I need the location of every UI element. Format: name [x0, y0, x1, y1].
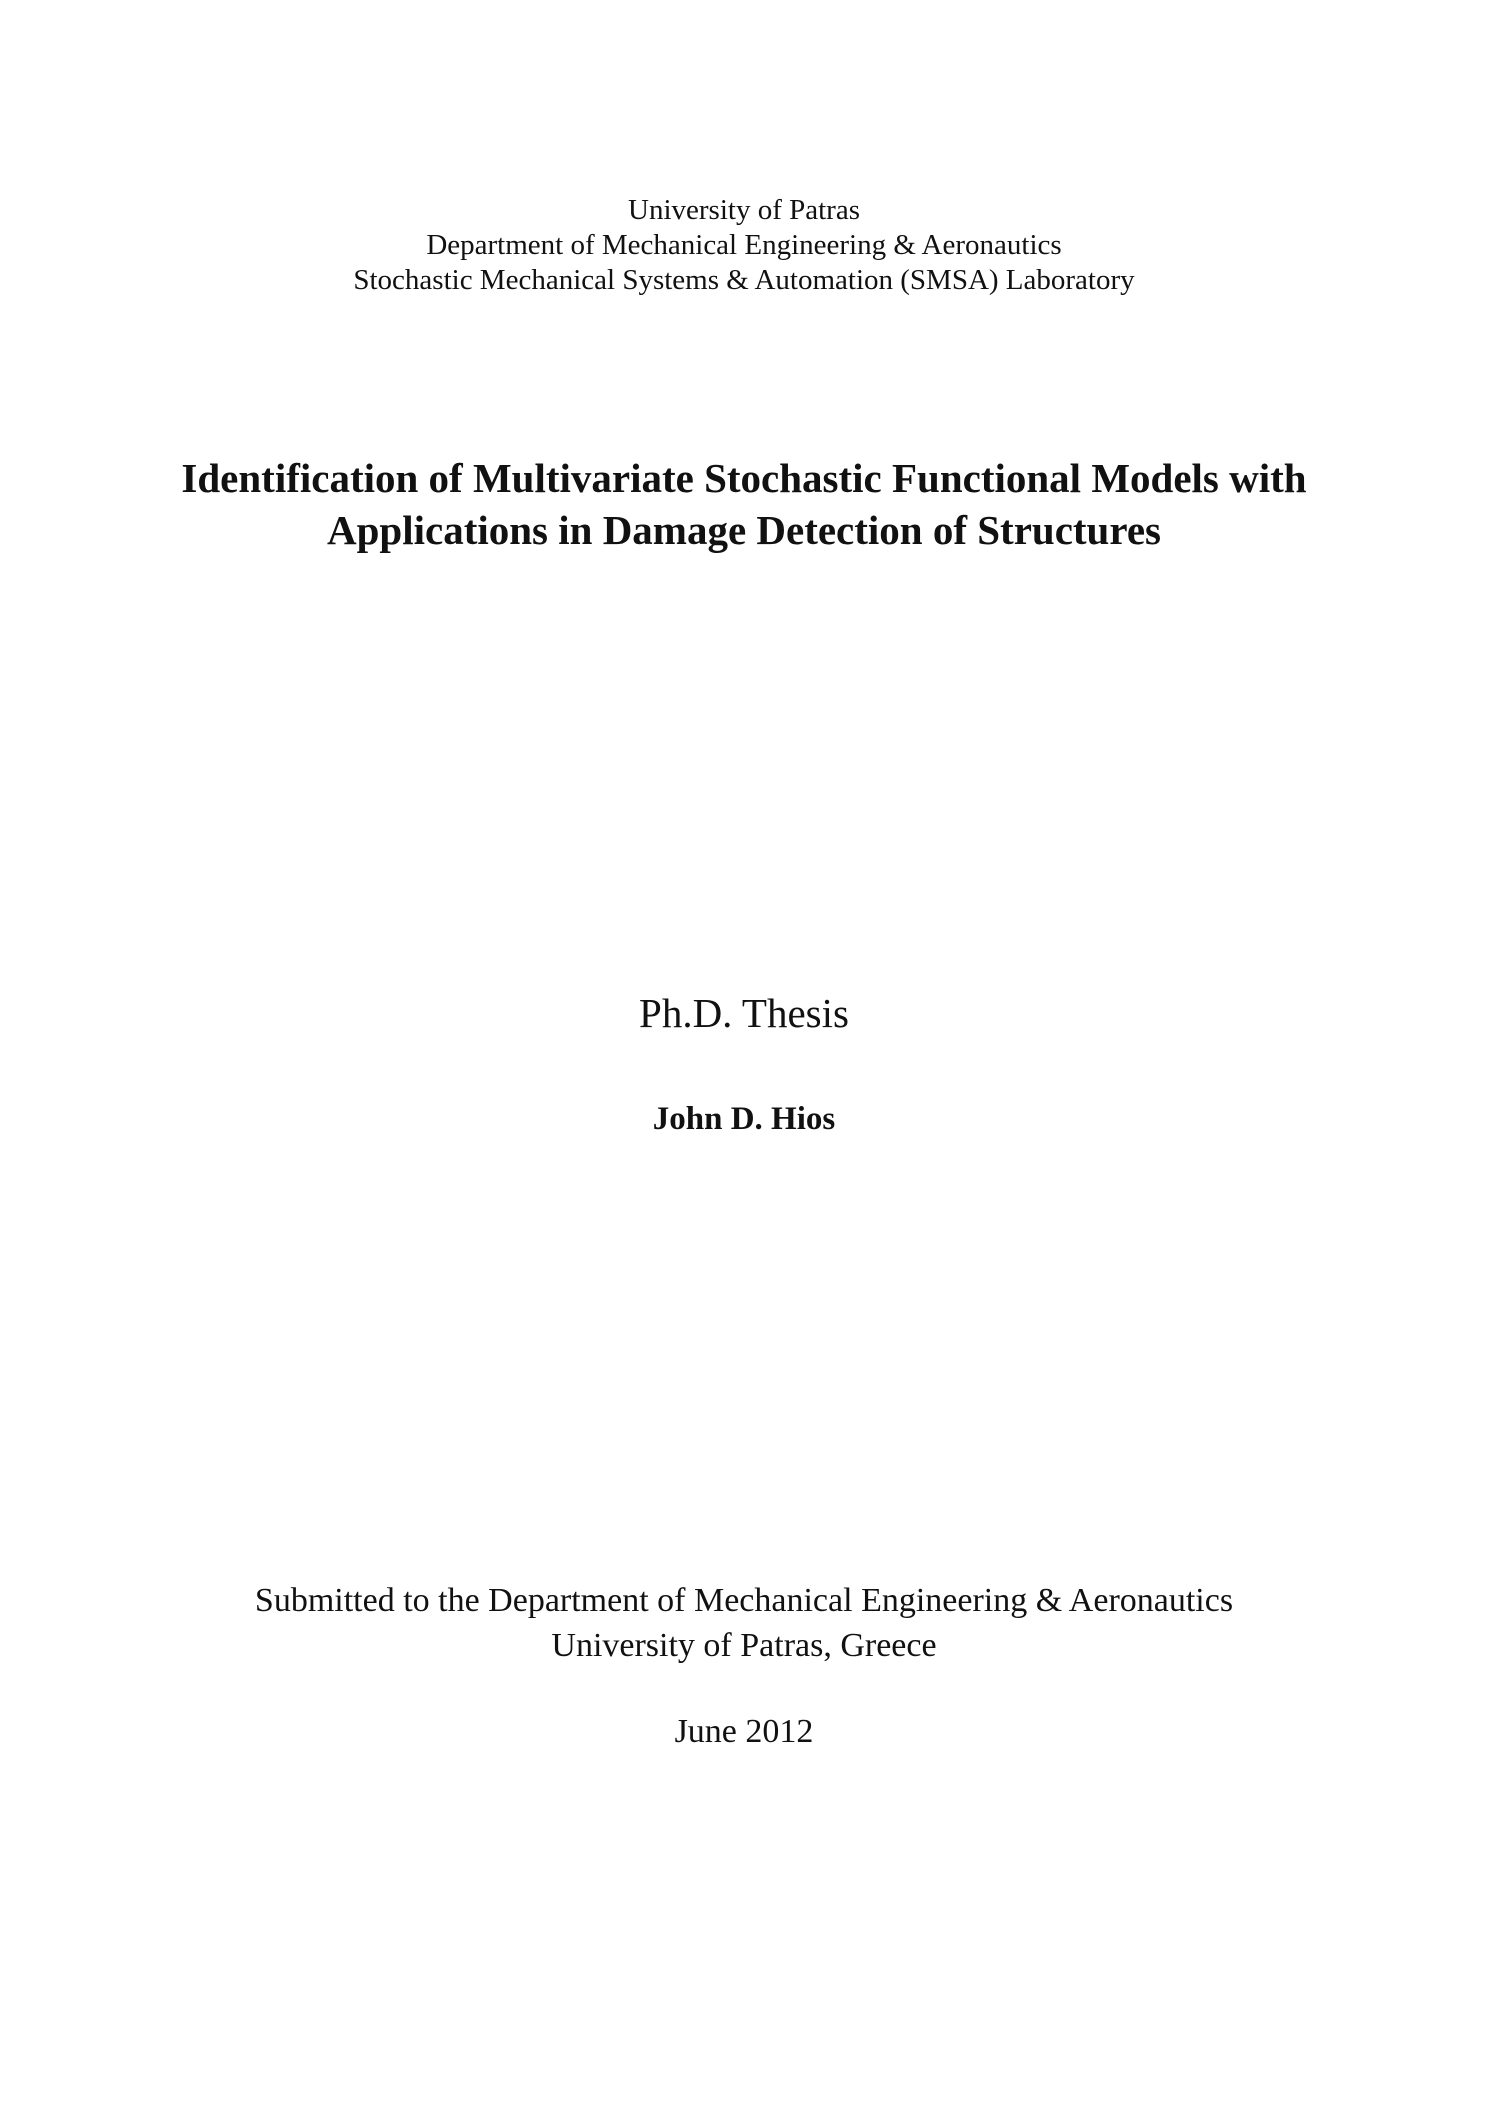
author-block: [0, 1098, 1488, 1140]
author-name: John D. Hios: [652, 1101, 836, 1137]
submission-line-2: University of Patras, Greece: [551, 1627, 937, 1664]
date-text: June 2012: [674, 1713, 814, 1750]
university-name: University of Patras: [628, 194, 860, 226]
laboratory-name: Stochastic Mechanical Systems & Automation (SMSA) Laboratory: [353, 264, 1135, 296]
thesis-title: [0, 452, 1488, 556]
institution-header: [0, 193, 1488, 298]
degree-text: Ph.D. Thesis: [639, 990, 849, 1036]
submission-line-1: Submitted to the Department of Mechanical Engineering & Aeronautics: [254, 1582, 1234, 1619]
thesis-title-line-1: Identification of Multivariate Stochastic Functional Models with: [181, 455, 1307, 501]
thesis-title-line-2: Applications in Damage Detection of Structures: [327, 507, 1161, 553]
degree-label: [0, 988, 1488, 1038]
department-name: Department of Mechanical Engineering & Aeronautics: [426, 229, 1062, 261]
submission-statement: [0, 1578, 1488, 1668]
submission-date: [0, 1710, 1488, 1754]
